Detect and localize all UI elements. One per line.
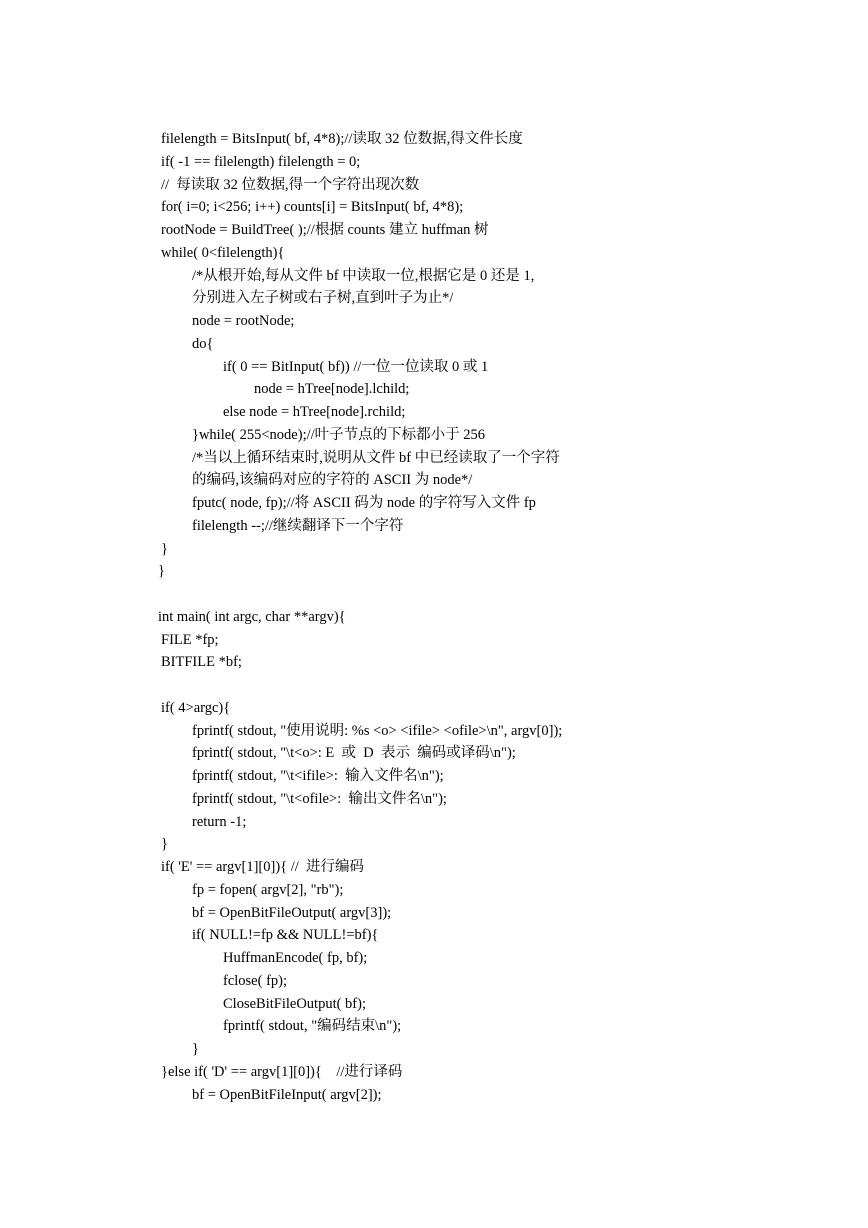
- code-line: int main( int argc, char **argv){: [158, 608, 346, 625]
- code-line: if( -1 == filelength) filelength = 0;: [161, 153, 361, 170]
- code-line: fprintf( stdout, "编码结束\n");: [223, 1018, 402, 1035]
- code-line: [0, 674, 868, 697]
- code-line: bf = OpenBitFileInput( argv[2]);: [192, 1086, 382, 1103]
- code-line: do{: [192, 335, 214, 352]
- code-line: fprintf( stdout, "\t<ifile>: 输入文件名\n");: [192, 768, 444, 784]
- code-listing: [0, 128, 868, 1106]
- code-line: 分别进入左子树或右子树,直到叶子为止*/: [192, 290, 454, 307]
- code-line: fprintf( stdout, "\t<ofile>: 输出文件名\n");: [192, 790, 447, 807]
- code-line: filelength = BitsInput( bf, 4*8);//读取 32 位数据,得文件长度: [161, 131, 523, 147]
- code-line: rootNode = BuildTree( );//根据 counts 建立 huffman 树: [161, 222, 489, 238]
- code-line: BITFILE *bf;: [161, 654, 242, 671]
- code-line: fclose( fp);: [223, 972, 288, 989]
- code-line: FILE *fp;: [161, 631, 219, 648]
- code-line: }else if( 'D' == argv[1][0]){ //进行译码: [161, 1063, 403, 1080]
- code-line: bf = OpenBitFileOutput( argv[3]);: [192, 904, 392, 921]
- code-line: }: [192, 1041, 199, 1057]
- code-line: if( 'E' == argv[1][0]){ // 进行编码: [161, 859, 365, 875]
- code-line: CloseBitFileOutput( bf);: [223, 995, 366, 1012]
- code-line: 的编码,该编码对应的字符的 ASCII 为 node*/: [192, 472, 473, 489]
- code-line: /*当以上循环结束时,说明从文件 bf 中已经读取了一个字符: [192, 449, 560, 466]
- code-line: node = rootNode;: [192, 313, 295, 329]
- code-line: fputc( node, fp);//将 ASCII 码为 node 的字符写入文件 fp: [192, 495, 536, 511]
- code-line: if( 0 == BitInput( bf)) //一位一位读取 0 或 1: [223, 358, 489, 375]
- code-line: return -1;: [192, 813, 247, 830]
- code-line: while( 0<filelength){: [161, 244, 285, 261]
- code-line: fprintf( stdout, "使用说明: %s <o> <ifile> <ofile>\n", argv[0]);: [192, 722, 563, 739]
- code-line: fprintf( stdout, "\t<o>: E 或 D 表示 编码或译码\n");: [192, 745, 516, 762]
- code-line: node = hTree[node].lchild;: [254, 381, 410, 398]
- code-line: fp = fopen( argv[2], "rb");: [192, 881, 344, 898]
- code-line: if( NULL!=fp && NULL!=bf){: [192, 927, 379, 944]
- code-line: else node = hTree[node].rchild;: [223, 404, 406, 420]
- code-line: [0, 583, 868, 606]
- code-line: /*从根开始,每从文件 bf 中读取一位,根据它是 0 还是 1,: [192, 267, 535, 284]
- code-line: }: [158, 563, 165, 580]
- code-line: HuffmanEncode( fp, bf);: [223, 950, 368, 966]
- code-line: }: [161, 836, 168, 853]
- code-line: // 每读取 32 位数据,得一个字符出现次数: [161, 176, 420, 193]
- code-line: filelength --;//继续翻译下一个字符: [192, 517, 404, 534]
- code-line: if( 4>argc){: [161, 699, 231, 716]
- code-line: for( i=0; i<256; i++) counts[i] = BitsInput( bf, 4*8);: [161, 199, 464, 216]
- code-line: }: [161, 540, 168, 557]
- code-line: }while( 255<node);//叶子节点的下标都小于 256: [192, 426, 486, 443]
